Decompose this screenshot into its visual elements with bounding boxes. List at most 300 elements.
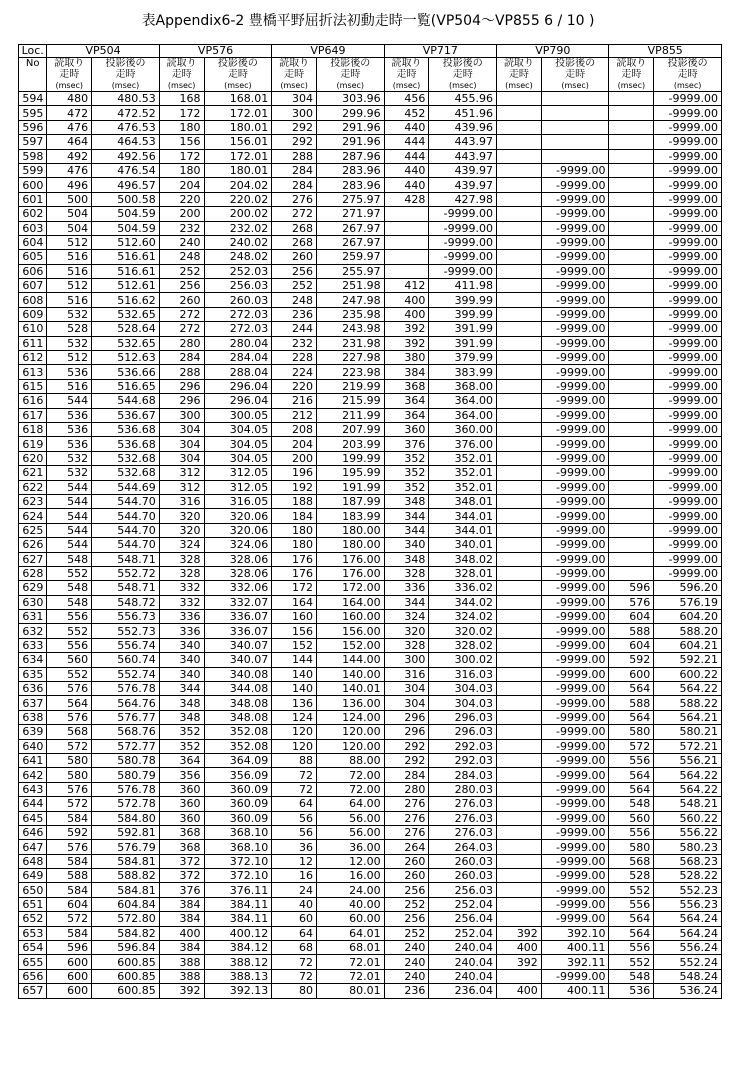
read-time-cell bbox=[497, 120, 542, 134]
read-time-cell: 160 bbox=[272, 610, 317, 624]
read-time-cell: 388 bbox=[159, 955, 204, 969]
table-row bbox=[19, 394, 722, 408]
read-time-cell bbox=[497, 912, 542, 926]
read-time-cell: 296 bbox=[159, 379, 204, 393]
read-time-cell: 548 bbox=[609, 797, 654, 811]
read-time-cell bbox=[609, 279, 654, 293]
read-time-cell: 512 bbox=[47, 351, 92, 365]
read-time-cell bbox=[497, 667, 542, 681]
read-time-cell bbox=[609, 538, 654, 552]
read-time-cell: 236 bbox=[384, 984, 429, 998]
projected-time-cell: -9999.00 bbox=[541, 653, 609, 667]
read-time-cell: 328 bbox=[159, 552, 204, 566]
loc-number-cell: 634 bbox=[19, 653, 47, 667]
table-row bbox=[19, 883, 722, 897]
loc-number-cell: 603 bbox=[19, 221, 47, 235]
loc-number-cell: 636 bbox=[19, 682, 47, 696]
proj-col-header: (msec) bbox=[654, 80, 722, 92]
projected-time-cell: 256.03 bbox=[429, 883, 497, 897]
read-time-cell bbox=[497, 466, 542, 480]
projected-time-cell: 568.76 bbox=[92, 725, 160, 739]
read-time-cell: 232 bbox=[272, 336, 317, 350]
read-time-cell: 600 bbox=[47, 955, 92, 969]
projected-time-cell: 288.04 bbox=[204, 365, 272, 379]
read-time-cell: 360 bbox=[159, 811, 204, 825]
projected-time-cell: 556.73 bbox=[92, 610, 160, 624]
read-time-cell: 64 bbox=[272, 797, 317, 811]
read-time-cell bbox=[497, 149, 542, 163]
read-time-cell: 428 bbox=[384, 192, 429, 206]
projected-time-cell: 252.04 bbox=[429, 926, 497, 940]
read-col-header: (msec) bbox=[159, 80, 204, 92]
projected-time-cell: 392.13 bbox=[204, 984, 272, 998]
read-time-cell: 516 bbox=[47, 379, 92, 393]
projected-time-cell: 328.02 bbox=[429, 638, 497, 652]
projected-time-cell: -9999.00 bbox=[541, 509, 609, 523]
read-time-cell: 564 bbox=[609, 768, 654, 782]
loc-number-cell: 647 bbox=[19, 840, 47, 854]
read-time-cell bbox=[609, 379, 654, 393]
projected-time-cell: 516.61 bbox=[92, 250, 160, 264]
read-time-cell: 288 bbox=[272, 149, 317, 163]
read-time-cell: 188 bbox=[272, 494, 317, 508]
table-row bbox=[19, 336, 722, 350]
projected-time-cell: -9999.00 bbox=[541, 480, 609, 494]
read-time-cell bbox=[497, 552, 542, 566]
read-time-cell: 68 bbox=[272, 941, 317, 955]
projected-time-cell: -9999.00 bbox=[541, 322, 609, 336]
proj-col-header: (msec) bbox=[316, 80, 384, 92]
projected-time-cell: 548.24 bbox=[654, 969, 722, 983]
read-time-cell: 304 bbox=[384, 682, 429, 696]
read-time-cell: 544 bbox=[47, 523, 92, 537]
projected-time-cell: 300.02 bbox=[429, 653, 497, 667]
projected-time-cell: -9999.00 bbox=[654, 408, 722, 422]
read-time-cell bbox=[497, 365, 542, 379]
read-time-cell: 604 bbox=[609, 610, 654, 624]
read-time-cell: 276 bbox=[384, 811, 429, 825]
read-time-cell bbox=[497, 163, 542, 177]
projected-time-cell: 215.99 bbox=[316, 394, 384, 408]
read-time-cell: 332 bbox=[159, 581, 204, 595]
projected-time-cell: 572.77 bbox=[92, 739, 160, 753]
table-row bbox=[19, 293, 722, 307]
read-time-cell: 516 bbox=[47, 250, 92, 264]
projected-time-cell: 160.00 bbox=[316, 610, 384, 624]
table-row bbox=[19, 523, 722, 537]
projected-time-cell: 472.52 bbox=[92, 106, 160, 120]
projected-time-cell: 592.21 bbox=[654, 653, 722, 667]
loc-number-cell: 597 bbox=[19, 135, 47, 149]
projected-time-cell: 588.22 bbox=[654, 696, 722, 710]
read-time-cell: 56 bbox=[272, 825, 317, 839]
read-time-cell: 544 bbox=[47, 538, 92, 552]
read-time-cell: 88 bbox=[272, 753, 317, 767]
table-row bbox=[19, 969, 722, 983]
read-time-cell: 464 bbox=[47, 135, 92, 149]
read-time-cell: 528 bbox=[47, 322, 92, 336]
read-time-cell: 328 bbox=[159, 566, 204, 580]
projected-time-cell: 344.08 bbox=[204, 682, 272, 696]
projected-time-cell: 267.97 bbox=[316, 221, 384, 235]
read-time-cell bbox=[497, 595, 542, 609]
projected-time-cell: 391.99 bbox=[429, 322, 497, 336]
read-time-cell: 304 bbox=[159, 437, 204, 451]
loc-number-cell: 625 bbox=[19, 523, 47, 537]
read-time-cell: 72 bbox=[272, 782, 317, 796]
read-time-cell: 268 bbox=[272, 221, 317, 235]
table-row bbox=[19, 351, 722, 365]
read-time-cell bbox=[609, 250, 654, 264]
read-time-cell: 40 bbox=[272, 897, 317, 911]
projected-time-cell: 231.98 bbox=[316, 336, 384, 350]
projected-time-cell: 40.00 bbox=[316, 897, 384, 911]
read-time-cell bbox=[609, 106, 654, 120]
projected-time-cell: 240.04 bbox=[429, 969, 497, 983]
loc-number-cell: 638 bbox=[19, 710, 47, 724]
projected-time-cell: -9999.00 bbox=[541, 797, 609, 811]
proj-col-header: 投影後の bbox=[316, 58, 384, 70]
projected-time-cell: 271.97 bbox=[316, 207, 384, 221]
projected-time-cell: 584.81 bbox=[92, 854, 160, 868]
projected-time-cell: 352.08 bbox=[204, 725, 272, 739]
read-time-cell: 536 bbox=[47, 365, 92, 379]
travel-time-table bbox=[18, 44, 722, 999]
projected-time-cell: -9999.00 bbox=[654, 480, 722, 494]
read-time-cell: 256 bbox=[159, 279, 204, 293]
loc-number-cell: 656 bbox=[19, 969, 47, 983]
read-time-cell: 476 bbox=[47, 120, 92, 134]
read-time-cell: 376 bbox=[384, 437, 429, 451]
read-time-cell: 332 bbox=[159, 595, 204, 609]
projected-time-cell: 168.01 bbox=[204, 92, 272, 106]
read-time-cell bbox=[609, 235, 654, 249]
read-time-cell: 476 bbox=[47, 163, 92, 177]
projected-time-cell: -9999.00 bbox=[654, 135, 722, 149]
read-time-cell: 220 bbox=[159, 192, 204, 206]
read-time-cell bbox=[497, 437, 542, 451]
read-time-cell: 348 bbox=[159, 696, 204, 710]
projected-time-cell: 72.01 bbox=[316, 955, 384, 969]
projected-time-cell: -9999.00 bbox=[541, 768, 609, 782]
projected-time-cell: 320.02 bbox=[429, 624, 497, 638]
read-time-cell: 208 bbox=[272, 422, 317, 436]
read-col-header: 読取り bbox=[272, 58, 317, 70]
projected-time-cell bbox=[541, 135, 609, 149]
read-time-cell: 556 bbox=[47, 638, 92, 652]
projected-time-cell: 324.02 bbox=[429, 610, 497, 624]
projected-time-cell: 556.22 bbox=[654, 825, 722, 839]
projected-time-cell: 276.03 bbox=[429, 811, 497, 825]
read-time-cell bbox=[497, 753, 542, 767]
projected-time-cell bbox=[541, 92, 609, 106]
read-time-cell: 360 bbox=[384, 422, 429, 436]
read-time-cell: 388 bbox=[159, 969, 204, 983]
read-time-cell bbox=[497, 178, 542, 192]
projected-time-cell: 260.03 bbox=[204, 293, 272, 307]
read-time-cell: 532 bbox=[47, 336, 92, 350]
read-time-cell: 252 bbox=[384, 897, 429, 911]
loc-number-cell: 645 bbox=[19, 811, 47, 825]
read-time-cell bbox=[609, 293, 654, 307]
table-row bbox=[19, 696, 722, 710]
read-time-cell: 552 bbox=[609, 955, 654, 969]
projected-time-cell: -9999.00 bbox=[541, 753, 609, 767]
projected-time-cell: 576.78 bbox=[92, 782, 160, 796]
table-row bbox=[19, 739, 722, 753]
read-time-cell: 316 bbox=[384, 667, 429, 681]
table-row bbox=[19, 207, 722, 221]
projected-time-cell: 372.10 bbox=[204, 869, 272, 883]
projected-time-cell: 584.80 bbox=[92, 811, 160, 825]
read-time-cell bbox=[384, 235, 429, 249]
projected-time-cell: 304.03 bbox=[429, 696, 497, 710]
read-time-cell: 204 bbox=[159, 178, 204, 192]
projected-time-cell: -9999.00 bbox=[429, 221, 497, 235]
loc-number-cell: 595 bbox=[19, 106, 47, 120]
projected-time-cell: -9999.00 bbox=[654, 307, 722, 321]
read-time-cell: 232 bbox=[159, 221, 204, 235]
read-time-cell: 324 bbox=[159, 538, 204, 552]
read-time-cell: 284 bbox=[272, 163, 317, 177]
read-time-cell bbox=[609, 92, 654, 106]
projected-time-cell: -9999.00 bbox=[541, 466, 609, 480]
projected-time-cell: 400.12 bbox=[204, 926, 272, 940]
projected-time-cell: 360.09 bbox=[204, 811, 272, 825]
read-col-header: (msec) bbox=[497, 80, 542, 92]
projected-time-cell: 532.65 bbox=[92, 307, 160, 321]
projected-time-cell: 392.11 bbox=[541, 955, 609, 969]
table-row bbox=[19, 307, 722, 321]
read-time-cell bbox=[384, 221, 429, 235]
projected-time-cell: 564.22 bbox=[654, 782, 722, 796]
projected-time-cell: -9999.00 bbox=[429, 235, 497, 249]
read-time-cell: 176 bbox=[272, 566, 317, 580]
projected-time-cell: 504.59 bbox=[92, 207, 160, 221]
read-time-cell: 368 bbox=[384, 379, 429, 393]
read-time-cell bbox=[497, 653, 542, 667]
projected-time-cell: -9999.00 bbox=[654, 322, 722, 336]
read-time-cell: 564 bbox=[609, 912, 654, 926]
projected-time-cell: 64.00 bbox=[316, 797, 384, 811]
projected-time-cell: -9999.00 bbox=[541, 566, 609, 580]
read-time-cell: 120 bbox=[272, 739, 317, 753]
projected-time-cell: 276.03 bbox=[429, 825, 497, 839]
projected-time-cell: 191.99 bbox=[316, 480, 384, 494]
read-time-cell: 348 bbox=[159, 710, 204, 724]
table-row bbox=[19, 667, 722, 681]
read-time-cell bbox=[384, 264, 429, 278]
projected-time-cell: 372.10 bbox=[204, 854, 272, 868]
loc-number-cell: 628 bbox=[19, 566, 47, 580]
read-col-header: (msec) bbox=[47, 80, 92, 92]
projected-time-cell: 283.96 bbox=[316, 178, 384, 192]
read-time-cell bbox=[497, 509, 542, 523]
projected-time-cell: 556.24 bbox=[654, 941, 722, 955]
read-time-cell: 336 bbox=[159, 624, 204, 638]
read-time-cell: 216 bbox=[272, 394, 317, 408]
table-row bbox=[19, 926, 722, 940]
read-time-cell: 288 bbox=[159, 365, 204, 379]
table-row bbox=[19, 638, 722, 652]
projected-time-cell: 120.00 bbox=[316, 739, 384, 753]
projected-time-cell: 532.68 bbox=[92, 451, 160, 465]
read-time-cell: 400 bbox=[497, 941, 542, 955]
table-row bbox=[19, 854, 722, 868]
read-time-cell: 564 bbox=[609, 926, 654, 940]
read-time-cell: 392 bbox=[497, 926, 542, 940]
read-time-cell: 292 bbox=[272, 120, 317, 134]
projected-time-cell: 544.70 bbox=[92, 523, 160, 537]
projected-time-cell: 24.00 bbox=[316, 883, 384, 897]
projected-time-cell: 360.09 bbox=[204, 782, 272, 796]
read-time-cell bbox=[497, 135, 542, 149]
read-time-cell: 576 bbox=[47, 710, 92, 724]
read-time-cell: 556 bbox=[609, 941, 654, 955]
read-time-cell bbox=[609, 221, 654, 235]
read-time-cell: 360 bbox=[159, 782, 204, 796]
projected-time-cell: -9999.00 bbox=[541, 437, 609, 451]
read-time-cell: 336 bbox=[384, 581, 429, 595]
projected-time-cell: -9999.00 bbox=[654, 552, 722, 566]
read-time-cell: 60 bbox=[272, 912, 317, 926]
read-time-cell: 536 bbox=[47, 408, 92, 422]
read-time-cell: 380 bbox=[384, 351, 429, 365]
projected-time-cell: -9999.00 bbox=[654, 120, 722, 134]
read-time-cell: 280 bbox=[159, 336, 204, 350]
read-time-cell bbox=[609, 149, 654, 163]
read-time-cell: 412 bbox=[384, 279, 429, 293]
table-row bbox=[19, 250, 722, 264]
loc-number-cell: 635 bbox=[19, 667, 47, 681]
projected-time-cell: 267.97 bbox=[316, 235, 384, 249]
table-row bbox=[19, 653, 722, 667]
read-time-cell: 276 bbox=[272, 192, 317, 206]
read-time-cell: 440 bbox=[384, 120, 429, 134]
loc-number-cell: 653 bbox=[19, 926, 47, 940]
loc-number-cell: 657 bbox=[19, 984, 47, 998]
loc-number-cell: 655 bbox=[19, 955, 47, 969]
read-time-cell: 588 bbox=[609, 624, 654, 638]
projected-time-cell: 592.81 bbox=[92, 825, 160, 839]
table-body bbox=[19, 92, 722, 999]
projected-time-cell: -9999.00 bbox=[654, 192, 722, 206]
projected-time-cell: 16.00 bbox=[316, 869, 384, 883]
read-time-cell: 584 bbox=[47, 854, 92, 868]
read-time-cell: 344 bbox=[384, 595, 429, 609]
projected-time-cell: 552.23 bbox=[654, 883, 722, 897]
projected-time-cell: 332.06 bbox=[204, 581, 272, 595]
read-time-cell: 556 bbox=[609, 753, 654, 767]
projected-time-cell: 528.22 bbox=[654, 869, 722, 883]
loc-number-cell: 639 bbox=[19, 725, 47, 739]
projected-time-cell: 400.11 bbox=[541, 984, 609, 998]
read-time-cell: 352 bbox=[384, 466, 429, 480]
projected-time-cell: 368.10 bbox=[204, 840, 272, 854]
read-time-cell bbox=[609, 135, 654, 149]
projected-time-cell: 464.53 bbox=[92, 135, 160, 149]
read-time-cell: 364 bbox=[384, 394, 429, 408]
projected-time-cell: 304.05 bbox=[204, 437, 272, 451]
read-time-cell: 304 bbox=[159, 451, 204, 465]
read-col-header: 読取り bbox=[159, 58, 204, 70]
read-time-cell: 572 bbox=[47, 739, 92, 753]
loc-header: Loc. bbox=[19, 45, 47, 58]
loc-number-cell: 612 bbox=[19, 351, 47, 365]
projected-time-cell: 348.08 bbox=[204, 696, 272, 710]
projected-time-cell: 303.96 bbox=[316, 92, 384, 106]
read-time-cell: 568 bbox=[609, 854, 654, 868]
loc-number-cell: 600 bbox=[19, 178, 47, 192]
read-time-cell: 156 bbox=[272, 624, 317, 638]
read-time-cell: 500 bbox=[47, 192, 92, 206]
read-time-cell: 552 bbox=[47, 667, 92, 681]
read-time-cell bbox=[497, 264, 542, 278]
read-time-cell bbox=[497, 235, 542, 249]
projected-time-cell: 140.00 bbox=[316, 667, 384, 681]
proj-col-header: 走時 bbox=[316, 69, 384, 80]
projected-time-cell: -9999.00 bbox=[654, 466, 722, 480]
projected-time-cell: 180.00 bbox=[316, 523, 384, 537]
read-time-cell: 384 bbox=[159, 897, 204, 911]
projected-time-cell: 348.08 bbox=[204, 710, 272, 724]
table-row bbox=[19, 480, 722, 494]
projected-time-cell: 500.58 bbox=[92, 192, 160, 206]
projected-time-cell: 72.01 bbox=[316, 969, 384, 983]
projected-time-cell: 336.07 bbox=[204, 624, 272, 638]
read-time-cell: 352 bbox=[159, 739, 204, 753]
loc-number-cell: 640 bbox=[19, 739, 47, 753]
projected-time-cell: 199.99 bbox=[316, 451, 384, 465]
loc-number-cell: 618 bbox=[19, 422, 47, 436]
projected-time-cell: 187.99 bbox=[316, 494, 384, 508]
read-time-cell bbox=[497, 379, 542, 393]
projected-time-cell: -9999.00 bbox=[541, 523, 609, 537]
read-time-cell: 596 bbox=[609, 581, 654, 595]
read-time-cell: 580 bbox=[47, 753, 92, 767]
projected-time-cell bbox=[541, 120, 609, 134]
read-time-cell: 384 bbox=[384, 365, 429, 379]
read-time-cell: 304 bbox=[384, 696, 429, 710]
table-row bbox=[19, 135, 722, 149]
projected-time-cell: 172.01 bbox=[204, 149, 272, 163]
read-time-cell: 204 bbox=[272, 437, 317, 451]
read-time-cell bbox=[497, 480, 542, 494]
read-time-cell: 320 bbox=[159, 523, 204, 537]
projected-time-cell: 304.03 bbox=[429, 682, 497, 696]
proj-col-header: 走時 bbox=[429, 69, 497, 80]
table-row bbox=[19, 825, 722, 839]
projected-time-cell: 384.12 bbox=[204, 941, 272, 955]
read-time-cell: 200 bbox=[272, 451, 317, 465]
read-time-cell bbox=[609, 437, 654, 451]
projected-time-cell: -9999.00 bbox=[541, 451, 609, 465]
projected-time-cell: 124.00 bbox=[316, 710, 384, 724]
table-row bbox=[19, 725, 722, 739]
read-time-cell: 400 bbox=[384, 307, 429, 321]
read-time-cell bbox=[497, 351, 542, 365]
loc-number-cell: 629 bbox=[19, 581, 47, 595]
projected-time-cell: 164.00 bbox=[316, 595, 384, 609]
read-time-cell bbox=[609, 178, 654, 192]
loc-number-cell: 652 bbox=[19, 912, 47, 926]
read-time-cell: 292 bbox=[384, 739, 429, 753]
read-time-cell: 284 bbox=[159, 351, 204, 365]
vp-header: VP855 bbox=[609, 45, 722, 58]
loc-number-cell: 632 bbox=[19, 624, 47, 638]
read-time-cell: 144 bbox=[272, 653, 317, 667]
read-col-header: 読取り bbox=[609, 58, 654, 70]
